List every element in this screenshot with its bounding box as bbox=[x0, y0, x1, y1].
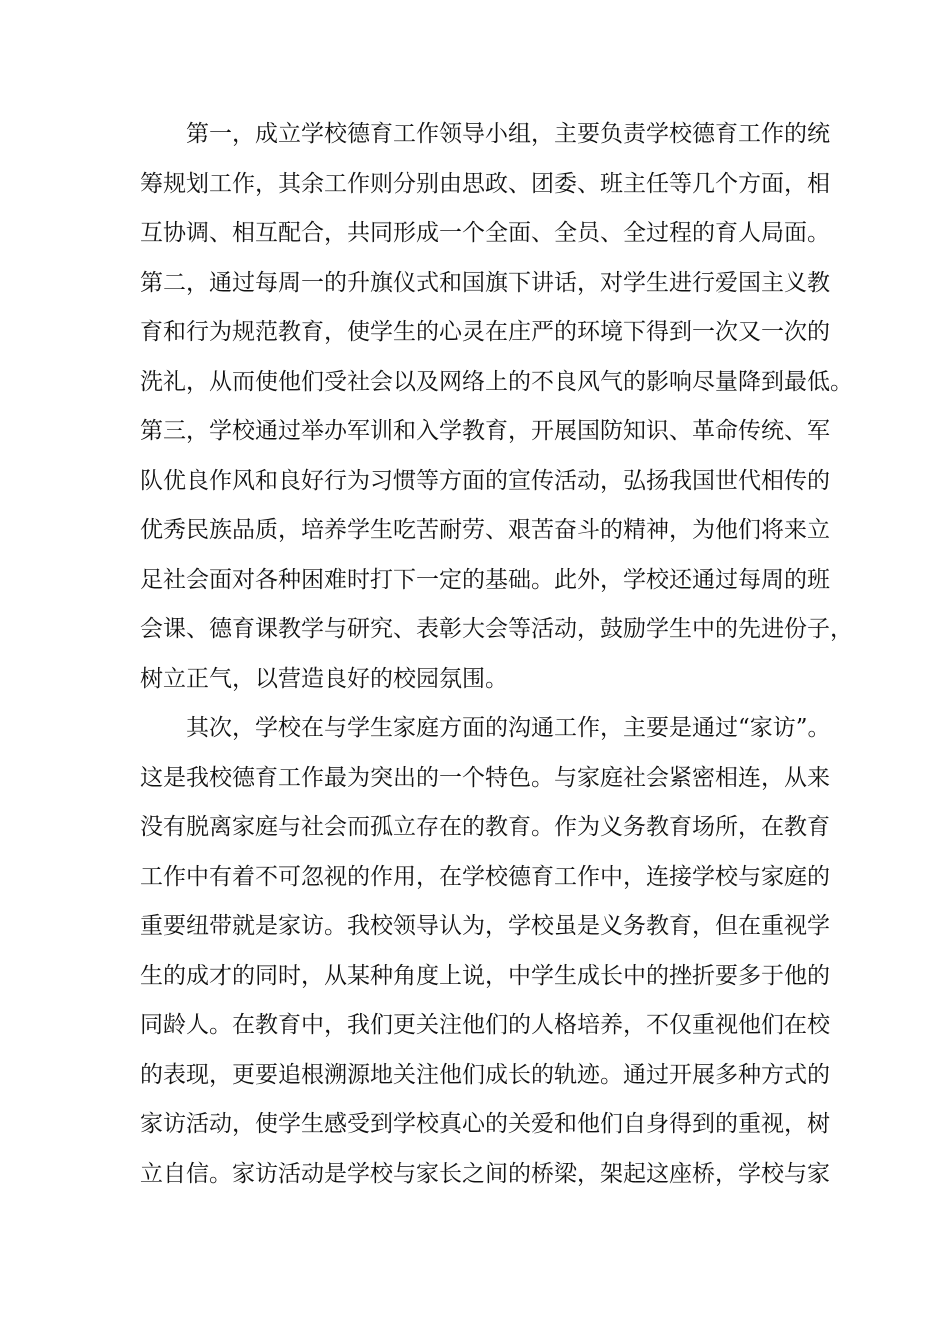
paragraph-2-line-1: 其次，学校在与学生家庭方面的沟通工作，主要是通过“家访”。 bbox=[186, 715, 831, 741]
paragraph-2-line-9: 家访活动，使学生感受到学校真心的关爱和他们自身得到的重视，树 bbox=[140, 1111, 830, 1137]
paragraph-1 bbox=[140, 110, 853, 704]
paragraph-1-line-11: 会课、德育课教学与研究、表彰大会等活动，鼓励学生中的先进份子， bbox=[140, 616, 853, 642]
paragraph-1-line-9: 优秀民族品质，培养学生吃苦耐劳、艰苦奋斗的精神，为他们将来立 bbox=[140, 517, 830, 543]
paragraph-2 bbox=[140, 704, 830, 1199]
paragraph-2-line-6: 生的成才的同时，从某种角度上说，中学生成长中的挫折要多于他的 bbox=[140, 962, 830, 989]
paragraph-2-line-2: 这是我校德育工作最为突出的一个特色。与家庭社会紧密相连，从来 bbox=[140, 764, 830, 791]
paragraph-1-line-12: 树立正气，以营造良好的校园氛围。 bbox=[140, 665, 508, 692]
paragraph-2-line-3: 没有脱离家庭与社会而孤立存在的教育。作为义务教育场所，在教育 bbox=[140, 814, 830, 840]
paragraph-2-line-4: 工作中有着不可忽视的作用，在学校德育工作中，连接学校与家庭的 bbox=[140, 863, 830, 890]
paragraph-1-line-8: 队优良作风和良好行为习惯等方面的宣传活动，弘扬我国世代相传的 bbox=[140, 467, 830, 494]
paragraph-2-line-7: 同龄人。在教育中，我们更关注他们的人格培养，不仅重视他们在校 bbox=[140, 1012, 830, 1038]
document-body bbox=[140, 110, 853, 1199]
paragraph-2-line-5: 重要纽带就是家访。我校领导认为，学校虽是义务教育，但在重视学 bbox=[140, 913, 830, 939]
paragraph-1-line-6: 洗礼，从而使他们受社会以及网络上的不良风气的影响尽量降到最低。 bbox=[140, 368, 853, 395]
paragraph-1-line-1: 第一，成立学校德育工作领导小组，主要负责学校德育工作的统 bbox=[186, 121, 830, 147]
paragraph-1-line-10: 足社会面对各种困难时打下一定的基础。此外，学校还通过每周的班 bbox=[140, 566, 830, 593]
paragraph-1-line-5: 育和行为规范教育，使学生的心灵在庄严的环境下得到一次又一次的 bbox=[140, 319, 830, 345]
paragraph-1-line-2: 筹规划工作，其余工作则分别由思政、团委、班主任等几个方面，相 bbox=[140, 170, 830, 197]
paragraph-2-line-10: 立自信。家访活动是学校与家长之间的桥梁，架起这座桥，学校与家 bbox=[140, 1160, 830, 1187]
paragraph-1-line-4: 第二，通过每周一的升旗仪式和国旗下讲话，对学生进行爱国主义教 bbox=[140, 269, 830, 296]
paragraph-1-line-3: 互协调、相互配合，共同形成一个全面、全员、全过程的育人局面。 bbox=[140, 220, 830, 246]
paragraph-1-line-7: 第三，学校通过举办军训和入学教育，开展国防知识、革命传统、军 bbox=[140, 418, 830, 444]
paragraph-2-line-8: 的表现，更要追根溯源地关注他们成长的轨迹。通过开展多种方式的 bbox=[140, 1061, 830, 1088]
